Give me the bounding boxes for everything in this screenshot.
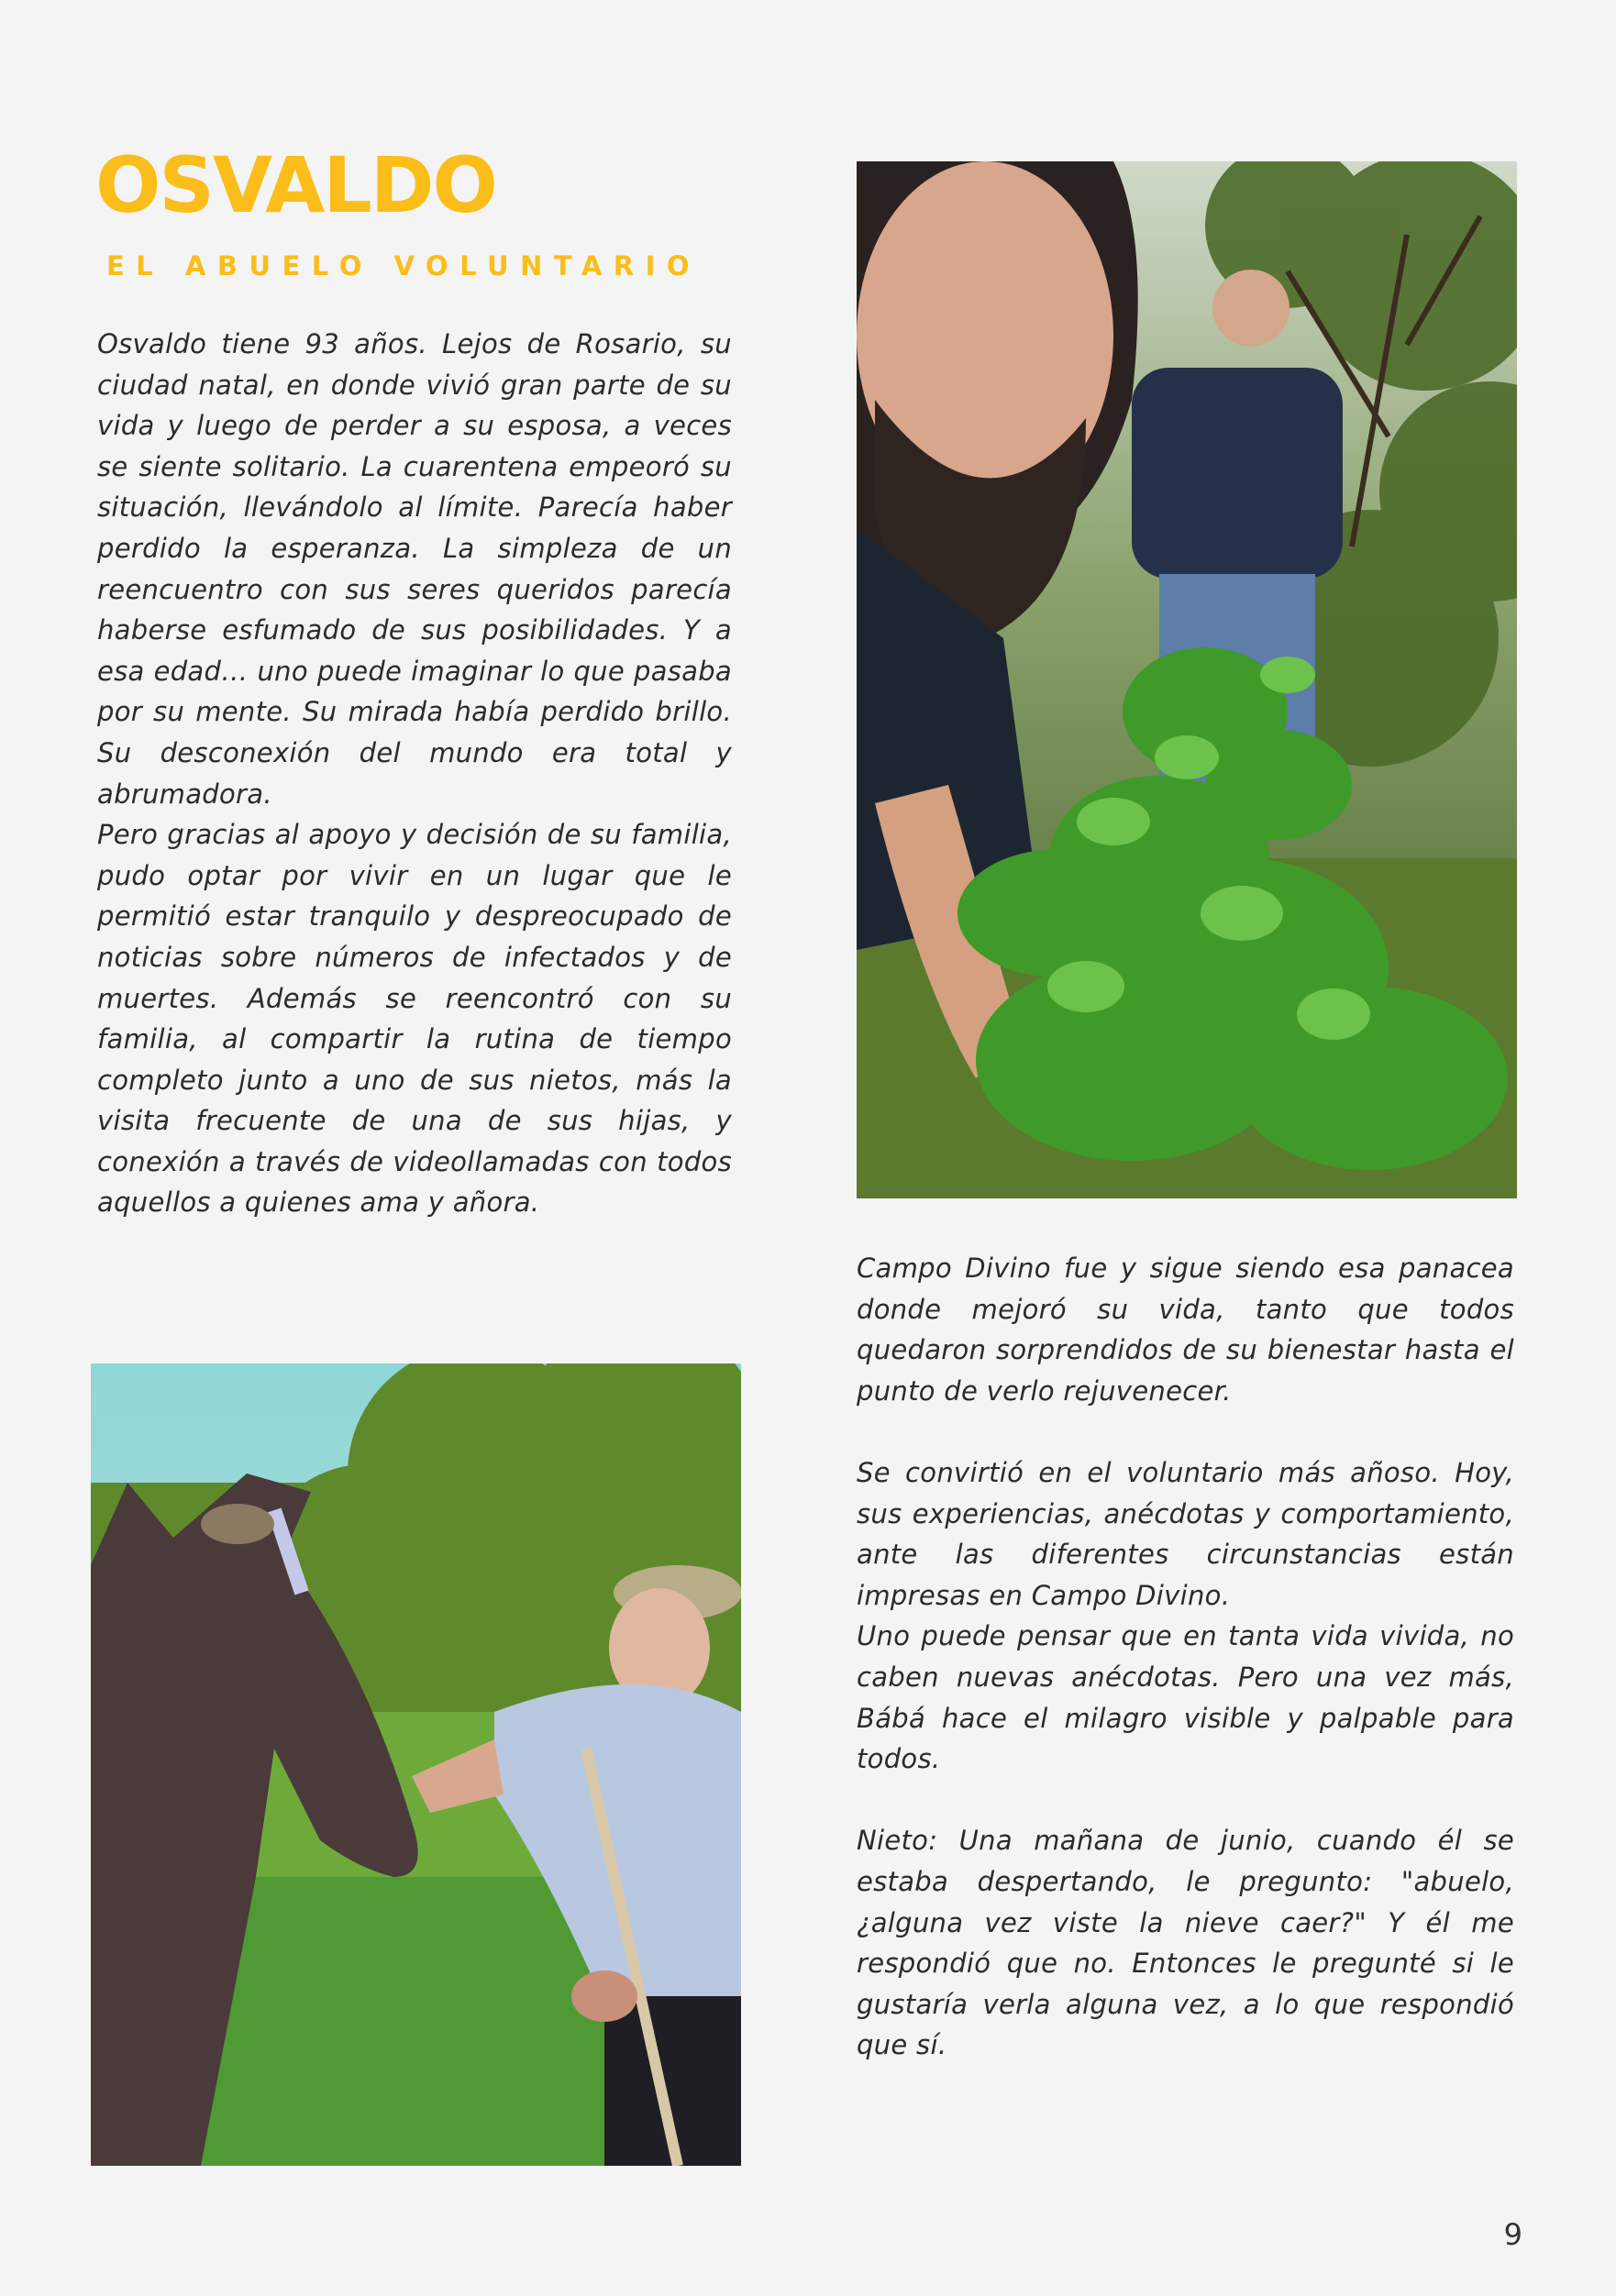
photo-selfie-with-grandfather	[857, 161, 1517, 1198]
paragraph: Se convirtió en el voluntario más añoso. Hoy, sus experiencias, anécdotas y comportamiento, ante las diferentes circunstancias están impresas en Campo Divino.	[857, 1456, 1514, 1611]
paragraph: Campo Divino fue y sigue siendo esa panacea donde mejoró su vida, tanto que todos quedaron sorprendidos de su bienestar hasta el punto de verlo rejuvenecer.	[857, 1253, 1514, 1407]
paragraph: Pero gracias al apoyo y decisión de su familia, pudo optar por vivir en un lugar que le permitió estar tranquilo y despreocupado de noticias sobre números de infectados y de muertes. Además se reencontró con su familia, al compartir la rutina de tiempo completo junto a uno de sus nietos, más la visita frecuente de una de sus hijas, y conexión a través de videollamadas con todos aquellos a quienes ama y añora.	[97, 819, 732, 1219]
page-title: OSVALDO	[95, 140, 496, 230]
selfie-photo-illustration	[857, 161, 1517, 1198]
page-subtitle: EL ABUELO VOLUNTARIO	[106, 250, 702, 281]
right-column-text	[857, 1248, 1514, 2066]
photo-grandfather-with-horse	[91, 1363, 741, 2166]
paragraph: Osvaldo tiene 93 años. Lejos de Rosario, su ciudad natal, en donde vivió gran parte de su vida y luego de perder a su esposa, a veces se siente solitario. La cuarentena empeoró su situación, llevándolo al límite. Parecía haber perdido la esperanza. La simpleza de un reencuentro con sus seres queridos parecía haberse esfumado de sus posibilidades. Y a esa edad… uno puede imaginar lo que pasaba por su mente. Su mirada había perdido brillo. Su desconexión del mundo era total y abrumadora.	[97, 328, 732, 810]
page-number: 9	[1503, 2217, 1522, 2252]
paragraph: Nieto: Una mañana de junio, cuando él se estaba despertando, le pregunto: "abuelo, ¿alguna vez viste la nieve caer?" Y él me respondió que no. Entonces le pregunté si le gustaría verla alguna vez, a lo que respondió que sí.	[857, 1825, 1514, 2061]
left-column-text	[97, 324, 732, 1223]
paragraph: Uno puede pensar que en tanta vida vivida, no caben nuevas anécdotas. Pero una vez más, Bábá hace el milagro visible y palpable para todos.	[857, 1620, 1514, 1775]
horse-photo-illustration	[91, 1363, 741, 2166]
